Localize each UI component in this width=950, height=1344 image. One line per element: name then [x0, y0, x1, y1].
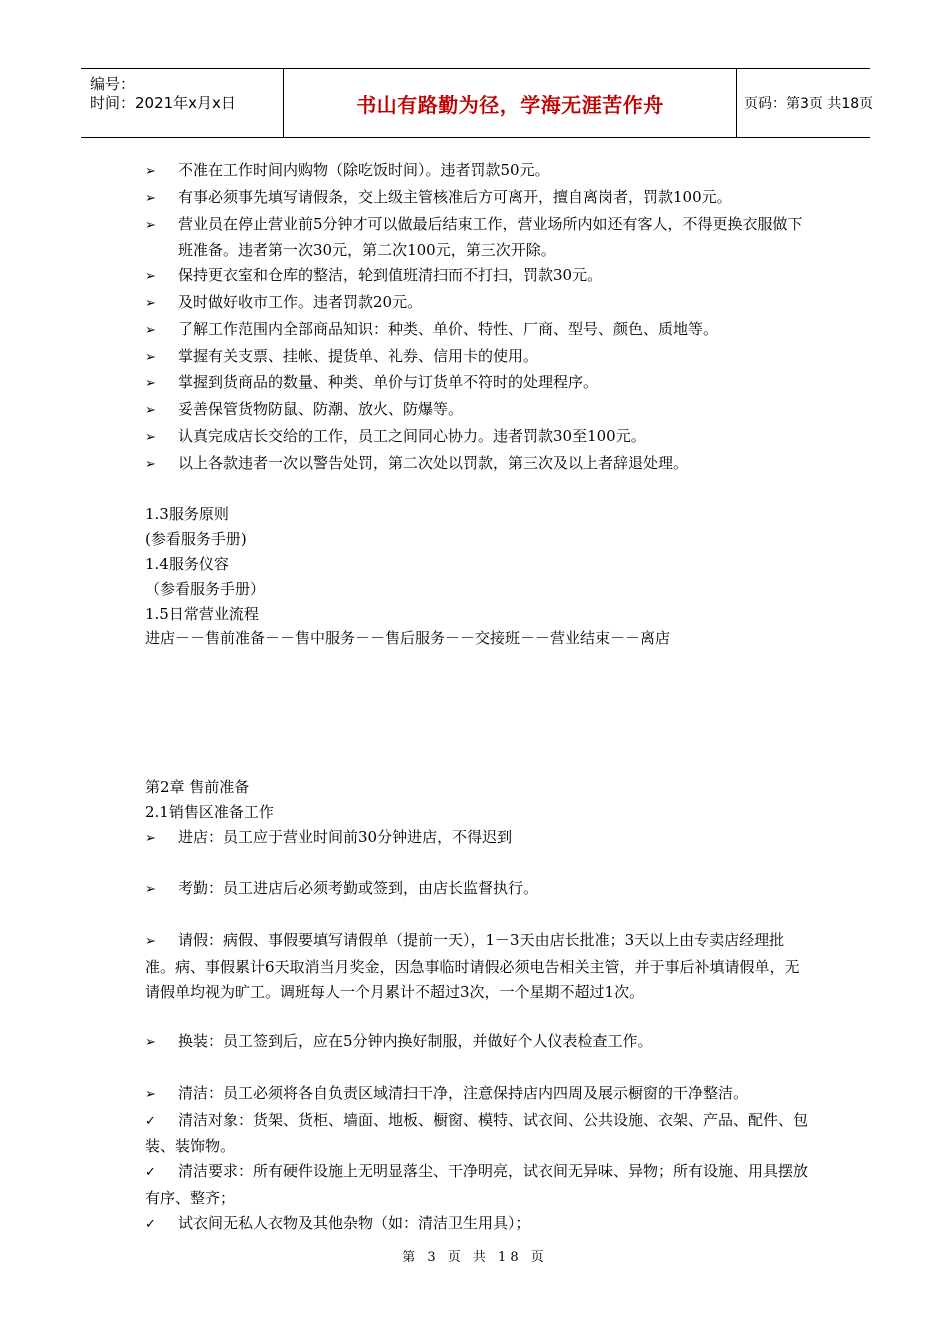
arrow-bullet-icon: ➢: [145, 933, 156, 949]
arrow-bullet-icon: ➢: [145, 429, 156, 445]
rules-list: [145, 158, 810, 478]
spacer: [145, 1004, 810, 1029]
section-2-1-title: 2.1销售区准备工作: [145, 802, 274, 821]
list-item: ➢ 保持更衣室和仓库的整洁，轮到值班清扫而不打扫，罚款30元。: [145, 263, 810, 290]
section-1-3-note: (参看服务手册): [145, 530, 247, 549]
section-1-3-title: 1.3服务原则: [145, 505, 229, 524]
chapter-2-title: 第2章 售前准备: [145, 778, 250, 797]
header-motto-cell: [283, 69, 737, 137]
arrow-bullet-icon: ➢: [145, 376, 156, 392]
section-1-4-title: 1.4服务仪容: [145, 554, 229, 573]
list-item: ➢ 掌握到货商品的数量、种类、单价与订货单不符时的处理程序。: [145, 370, 810, 397]
list-item: ➢ 营业员在停止营业前5分钟才可以做最后结束工作，营业场所内如还有客人，不得更换衣服做下班准备。违者第一次30元，第二次100元，第三次开除。: [145, 214, 803, 260]
header-page-cell: [736, 69, 878, 137]
list-item: ➢ 有事必须事先填写请假条，交上级主管核准后方可离开，擅自离岗者，罚款100元。: [145, 185, 810, 212]
spacer: [145, 903, 810, 928]
list-item: ➢ 以上各款违者一次以警告处罚，第二次处以罚款，第三次及以上者辞退处理。: [145, 451, 810, 478]
list-item: ➢ 不准在工作时间内购物（除吃饭时间）。违者罚款50元。: [145, 158, 810, 185]
arrow-bullet-icon: ➢: [145, 269, 156, 285]
document-time-label: 时间：2021年x月x日: [90, 94, 236, 112]
list-item: ✓ 清洁对象：货架、货柜、墙面、地板、橱窗、模特、试衣间、公共设施、衣架、产品、配件、包装、装饰物。: [145, 1110, 809, 1156]
header-motto: 书山有路勤为径，学海无涯苦作舟: [356, 92, 664, 117]
list-item: ➢ 考勤：员工进店后必须考勤或签到，由店长监督执行。: [145, 876, 810, 903]
arrow-bullet-icon: ➢: [145, 830, 156, 846]
section-1-5-title: 1.5日常营业流程: [145, 604, 259, 623]
spacer: [145, 1056, 810, 1081]
arrow-bullet-icon: ➢: [145, 190, 156, 206]
list-item: ➢ 及时做好收市工作。违者罚款20元。: [145, 290, 810, 317]
spacer: [145, 651, 810, 775]
list-item: ➢ 请假：病假、事假要填写请假单（提前一天），1－3天由店长批准；3天以上由专卖店经理批准。病、事假累计6天取消当月奖金，因急事临时请假必须电告相关主管，并于事后补填请假单，无请假单均视为旷工。调班每人一个月累计不超过3次，一个星期不超过1次。: [145, 930, 800, 1001]
section-1-5-flow: 进店－－售前准备－－售中服务－－售后服务－－交接班－－营业结束－－离店: [145, 629, 671, 648]
section-1-4-note: （参看服务手册）: [145, 579, 266, 598]
list-item: ➢ 换装：员工签到后，应在5分钟内换好制服，并做好个人仪表检查工作。: [145, 1029, 810, 1056]
arrow-bullet-icon: ➢: [145, 882, 156, 898]
list-item: ✓ 清洁要求：所有硬件设施上无明显落尘、干净明亮，试衣间无异味、异物；所有设施、用具摆放有序、整齐；: [145, 1162, 809, 1207]
header-left-cell: [81, 69, 283, 137]
list-item: ➢ 掌握有关支票、挂帐、提货单、礼券、信用卡的使用。: [145, 344, 810, 371]
arrow-bullet-icon: ➢: [145, 295, 156, 311]
arrow-bullet-icon: ➢: [145, 403, 156, 419]
list-item: ➢ 清洁：员工必须将各自负责区域清扫干净，注意保持店内四周及展示橱窗的干净整洁。: [145, 1081, 810, 1108]
header-page-label: 页码：第3页 共18页: [744, 96, 874, 112]
list-item: ➢ 认真完成店长交给的工作，员工之间同心协力。违者罚款30至100元。: [145, 424, 810, 451]
check-bullet-icon: ✓: [145, 1113, 156, 1129]
arrow-bullet-icon: ➢: [145, 1086, 156, 1102]
arrow-bullet-icon: ➢: [145, 349, 156, 365]
list-item: ➢ 妥善保管货物防鼠、防潮、放火、防爆等。: [145, 397, 810, 424]
page-header: [81, 68, 874, 138]
arrow-bullet-icon: ➢: [145, 164, 156, 179]
check-bullet-icon: ✓: [145, 1216, 156, 1232]
check-bullet-icon: ✓: [145, 1165, 156, 1181]
spacer: [145, 478, 810, 503]
page-footer: [0, 1246, 950, 1265]
document-number-label: 编号：: [90, 75, 136, 93]
list-item: ➢ 进店：员工应于营业时间前30分钟进店，不得迟到: [145, 825, 810, 852]
document-body: [145, 158, 810, 1237]
arrow-bullet-icon: ➢: [145, 1035, 156, 1051]
footer-page-number: 第 3 页 共 18 页: [402, 1250, 548, 1265]
arrow-bullet-icon: ➢: [145, 322, 156, 338]
list-item: ➢ 了解工作范围内全部商品知识：种类、单价、特性、厂商、型号、颜色、质地等。: [145, 317, 810, 344]
arrow-bullet-icon: ➢: [145, 456, 156, 472]
arrow-bullet-icon: ➢: [145, 217, 156, 233]
spacer: [145, 852, 810, 877]
list-item: ✓ 试衣间无私人衣物及其他杂物（如：清洁卫生用具）；: [145, 1211, 810, 1238]
